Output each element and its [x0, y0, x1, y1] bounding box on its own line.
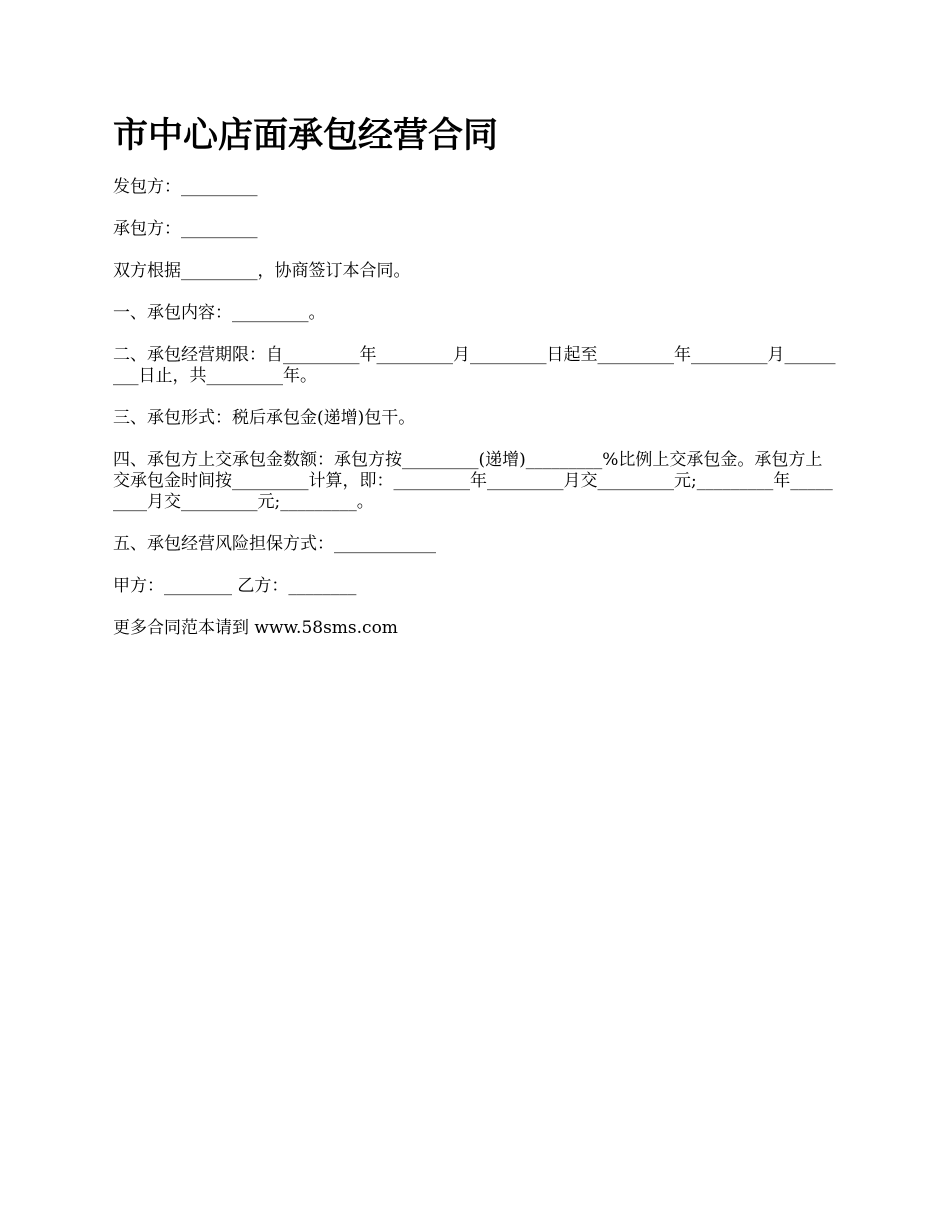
document-page — [113, 112, 837, 660]
agreement-basis-line: 双方根据_________，协商签订本合同。 — [113, 261, 411, 281]
signature-line: 甲方：________ 乙方：________ — [113, 576, 357, 596]
clause-4-payment: 四、承包方上交承包金数额：承包方按_________(递增)_________%比例上交承包金。承包方上交承包金时间按_________计算，即：_________年_________月交_________元;_________年_________月交_________元;_________。 — [113, 450, 833, 512]
clause-2-term: 二、承包经营期限：自_________年_________月_________日起至_________年_________月_________日止，共_________年。 — [113, 345, 836, 386]
party-b-line: 承包方：_________ — [113, 219, 258, 239]
footer-link-text: 更多合同范本请到 www.58sms.com — [113, 618, 398, 638]
clause-1-content: 一、承包内容：_________。 — [113, 303, 326, 323]
document-title: 市中心店面承包经营合同 — [113, 115, 499, 156]
party-a-line: 发包方：_________ — [113, 177, 258, 197]
clause-3-form: 三、承包形式：税后承包金(递增)包干。 — [113, 408, 416, 428]
clause-5-guarantee: 五、承包经营风险担保方式：____________ — [113, 534, 436, 554]
